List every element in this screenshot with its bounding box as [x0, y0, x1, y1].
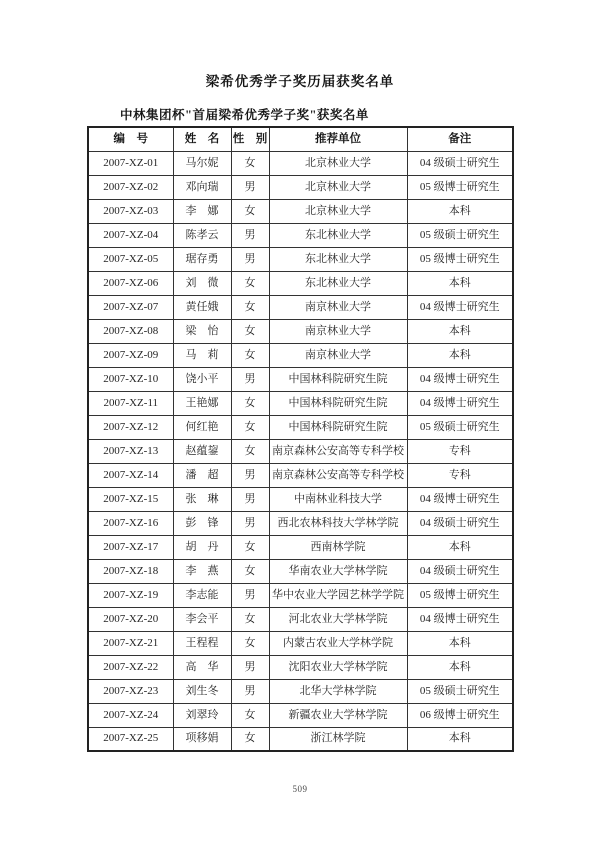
cell-unit: 北京林业大学: [269, 199, 407, 223]
award-table-body: [88, 151, 513, 751]
cell-id: 2007-XZ-03: [88, 199, 173, 223]
cell-name: 胡 丹: [173, 535, 231, 559]
header-cell-gender: 性 别: [231, 127, 269, 151]
cell-gender: 女: [231, 199, 269, 223]
cell-id: 2007-XZ-06: [88, 271, 173, 295]
cell-id: 2007-XZ-05: [88, 247, 173, 271]
cell-unit: 西北农林科技大学林学院: [269, 511, 407, 535]
cell-id: 2007-XZ-18: [88, 559, 173, 583]
cell-name: 饶小平: [173, 367, 231, 391]
table-row: [88, 247, 513, 271]
cell-note: 04 级硕士研究生: [407, 511, 513, 535]
cell-unit: 华中农业大学园艺林学学院: [269, 583, 407, 607]
table-row: [88, 175, 513, 199]
table-row: [88, 559, 513, 583]
table-row: [88, 271, 513, 295]
cell-unit: 南京林业大学: [269, 343, 407, 367]
table-row: [88, 439, 513, 463]
table-row: [88, 295, 513, 319]
cell-gender: 男: [231, 679, 269, 703]
cell-gender: 女: [231, 439, 269, 463]
page-number: 509: [292, 784, 308, 794]
cell-id: 2007-XZ-07: [88, 295, 173, 319]
header-cell-name: 姓 名: [173, 127, 231, 151]
cell-unit: 中国林科院研究生院: [269, 415, 407, 439]
cell-unit: 南京森林公安高等专科学校: [269, 463, 407, 487]
table-row: [88, 415, 513, 439]
cell-unit: 北京林业大学: [269, 175, 407, 199]
award-table-header: [88, 127, 513, 151]
header-cell-unit: 推荐单位: [269, 127, 407, 151]
cell-note: 04 级硕士研究生: [407, 151, 513, 175]
cell-name: 王艳娜: [173, 391, 231, 415]
cell-gender: 女: [231, 559, 269, 583]
cell-gender: 男: [231, 487, 269, 511]
cell-gender: 男: [231, 655, 269, 679]
document-title: 梁希优秀学子奖历届获奖名单: [205, 74, 395, 89]
cell-gender: 女: [231, 391, 269, 415]
cell-note: 本科: [407, 271, 513, 295]
cell-note: 本科: [407, 199, 513, 223]
header-cell-id: 编 号: [88, 127, 173, 151]
header-row: [88, 127, 513, 151]
table-row: [88, 727, 513, 751]
cell-name: 李 娜: [173, 199, 231, 223]
cell-gender: 女: [231, 271, 269, 295]
table-row: [88, 367, 513, 391]
cell-note: 本科: [407, 319, 513, 343]
table-row: [88, 583, 513, 607]
cell-unit: 浙江林学院: [269, 727, 407, 751]
cell-gender: 男: [231, 511, 269, 535]
cell-note: 05 级硕士研究生: [407, 679, 513, 703]
cell-unit: 华南农业大学林学院: [269, 559, 407, 583]
cell-gender: 女: [231, 319, 269, 343]
cell-name: 刘翠玲: [173, 703, 231, 727]
cell-id: 2007-XZ-13: [88, 439, 173, 463]
cell-id: 2007-XZ-24: [88, 703, 173, 727]
cell-gender: 女: [231, 631, 269, 655]
cell-unit: 河北农业大学林学院: [269, 607, 407, 631]
table-row: [88, 631, 513, 655]
cell-gender: 女: [231, 607, 269, 631]
cell-gender: 男: [231, 223, 269, 247]
cell-gender: 女: [231, 727, 269, 751]
table-row: [88, 223, 513, 247]
cell-note: 05 级硕士研究生: [407, 415, 513, 439]
table-row: [88, 151, 513, 175]
cell-unit: 新疆农业大学林学院: [269, 703, 407, 727]
cell-name: 赵蕴鋆: [173, 439, 231, 463]
table-row: [88, 463, 513, 487]
cell-note: 本科: [407, 343, 513, 367]
cell-unit: 南京林业大学: [269, 295, 407, 319]
cell-id: 2007-XZ-01: [88, 151, 173, 175]
cell-note: 06 级博士研究生: [407, 703, 513, 727]
cell-name: 马尔妮: [173, 151, 231, 175]
cell-gender: 女: [231, 703, 269, 727]
table-row: [88, 703, 513, 727]
cell-gender: 女: [231, 535, 269, 559]
cell-name: 项移娟: [173, 727, 231, 751]
table-row: [88, 511, 513, 535]
cell-id: 2007-XZ-10: [88, 367, 173, 391]
cell-gender: 男: [231, 583, 269, 607]
cell-name: 何红艳: [173, 415, 231, 439]
table-row: [88, 655, 513, 679]
cell-note: 04 级博士研究生: [407, 367, 513, 391]
cell-note: 04 级博士研究生: [407, 487, 513, 511]
cell-unit: 南京森林公安高等专科学校: [269, 439, 407, 463]
table-row: [88, 319, 513, 343]
cell-name: 琚存勇: [173, 247, 231, 271]
cell-gender: 女: [231, 151, 269, 175]
cell-name: 张 琳: [173, 487, 231, 511]
table-row: [88, 343, 513, 367]
cell-name: 高 华: [173, 655, 231, 679]
cell-name: 刘 微: [173, 271, 231, 295]
header-cell-note: 备注: [407, 127, 513, 151]
cell-note: 05 级硕士研究生: [407, 223, 513, 247]
cell-id: 2007-XZ-02: [88, 175, 173, 199]
table-row: [88, 607, 513, 631]
cell-id: 2007-XZ-17: [88, 535, 173, 559]
cell-unit: 中南林业科技大学: [269, 487, 407, 511]
cell-id: 2007-XZ-20: [88, 607, 173, 631]
cell-gender: 女: [231, 295, 269, 319]
cell-id: 2007-XZ-08: [88, 319, 173, 343]
cell-id: 2007-XZ-04: [88, 223, 173, 247]
cell-note: 专科: [407, 439, 513, 463]
cell-note: 05 级博士研究生: [407, 583, 513, 607]
cell-name: 李志能: [173, 583, 231, 607]
cell-id: 2007-XZ-21: [88, 631, 173, 655]
cell-note: 本科: [407, 631, 513, 655]
cell-unit: 西南林学院: [269, 535, 407, 559]
cell-id: 2007-XZ-09: [88, 343, 173, 367]
cell-unit: 东北林业大学: [269, 271, 407, 295]
cell-name: 李 燕: [173, 559, 231, 583]
cell-name: 马 莉: [173, 343, 231, 367]
cell-name: 陈孝云: [173, 223, 231, 247]
cell-id: 2007-XZ-15: [88, 487, 173, 511]
cell-id: 2007-XZ-16: [88, 511, 173, 535]
cell-unit: 中国林科院研究生院: [269, 367, 407, 391]
cell-gender: 女: [231, 343, 269, 367]
cell-id: 2007-XZ-25: [88, 727, 173, 751]
cell-name: 刘生冬: [173, 679, 231, 703]
cell-name: 黄任娥: [173, 295, 231, 319]
cell-gender: 男: [231, 367, 269, 391]
cell-unit: 北华大学林学院: [269, 679, 407, 703]
cell-note: 05 级博士研究生: [407, 175, 513, 199]
cell-gender: 女: [231, 415, 269, 439]
cell-name: 邓向瑞: [173, 175, 231, 199]
cell-id: 2007-XZ-23: [88, 679, 173, 703]
cell-gender: 男: [231, 175, 269, 199]
cell-note: 本科: [407, 727, 513, 751]
cell-note: 04 级博士研究生: [407, 295, 513, 319]
cell-name: 李会平: [173, 607, 231, 631]
table-row: [88, 487, 513, 511]
cell-unit: 南京林业大学: [269, 319, 407, 343]
cell-note: 05 级博士研究生: [407, 247, 513, 271]
award-table: [87, 126, 514, 752]
table-row: [88, 391, 513, 415]
cell-gender: 男: [231, 247, 269, 271]
cell-unit: 内蒙古农业大学林学院: [269, 631, 407, 655]
cell-id: 2007-XZ-19: [88, 583, 173, 607]
cell-unit: 东北林业大学: [269, 247, 407, 271]
cell-id: 2007-XZ-14: [88, 463, 173, 487]
cell-id: 2007-XZ-11: [88, 391, 173, 415]
section-subtitle: 中林集团杯"首届梁希优秀学子奖"获奖名单: [120, 108, 369, 122]
cell-note: 04 级硕士研究生: [407, 559, 513, 583]
cell-note: 本科: [407, 535, 513, 559]
cell-gender: 男: [231, 463, 269, 487]
cell-note: 04 级博士研究生: [407, 607, 513, 631]
cell-unit: 北京林业大学: [269, 151, 407, 175]
cell-unit: 东北林业大学: [269, 223, 407, 247]
cell-name: 潘 超: [173, 463, 231, 487]
cell-note: 04 级博士研究生: [407, 391, 513, 415]
table-row: [88, 199, 513, 223]
cell-note: 本科: [407, 655, 513, 679]
cell-note: 专科: [407, 463, 513, 487]
cell-name: 王程程: [173, 631, 231, 655]
table-row: [88, 679, 513, 703]
cell-name: 梁 怡: [173, 319, 231, 343]
cell-id: 2007-XZ-22: [88, 655, 173, 679]
cell-id: 2007-XZ-12: [88, 415, 173, 439]
cell-name: 彭 锋: [173, 511, 231, 535]
table-row: [88, 535, 513, 559]
cell-unit: 中国林科院研究生院: [269, 391, 407, 415]
cell-unit: 沈阳农业大学林学院: [269, 655, 407, 679]
